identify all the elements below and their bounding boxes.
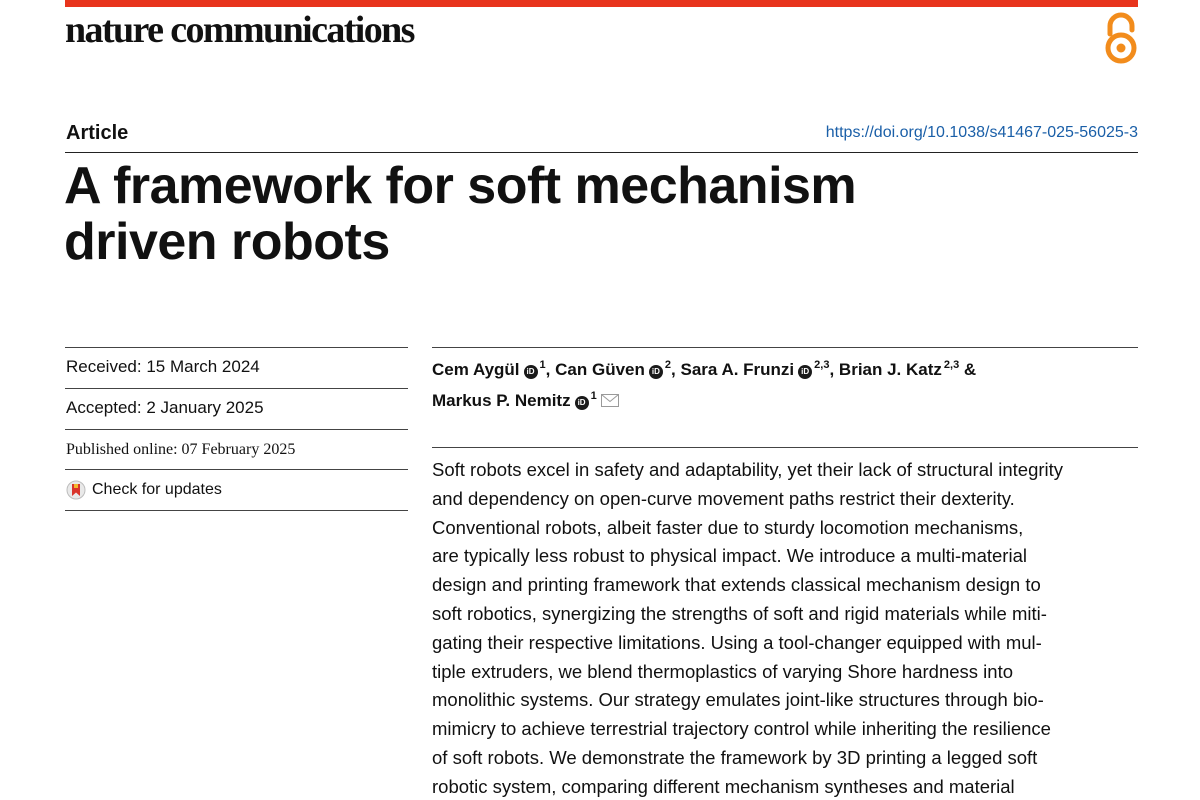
abstract-line: are typically less robust to physical impact. We introduce a multi-material <box>432 545 1027 567</box>
abstract-line: mimicry to achieve terrestrial trajectory control while inheriting the resilience <box>432 718 1051 740</box>
doi-link[interactable]: https://doi.org/10.1038/s41467-025-56025-3 <box>825 124 1138 141</box>
journal-accent-bar <box>65 0 1138 7</box>
abstract-line: Conventional robots, albeit faster due to sturdy locomotion mechanisms, <box>432 516 1024 538</box>
title-line-2: driven robots <box>64 213 390 271</box>
orcid-icon[interactable]: iD <box>524 365 538 379</box>
author-name: Can Güven <box>555 360 645 379</box>
author-affiliation: 2 <box>664 359 672 371</box>
author-separator: , <box>829 360 835 379</box>
abstract-line: monolithic systems. Our strategy emulates joint-like structures through bio- <box>432 689 1044 711</box>
orcid-icon[interactable]: iD <box>575 396 589 410</box>
orcid-icon[interactable]: iD <box>798 365 812 379</box>
received-date: Received: 15 March 2024 <box>66 357 260 376</box>
accepted-date: Accepted: 2 January 2025 <box>66 398 264 417</box>
check-for-updates-button[interactable] <box>66 480 222 500</box>
author[interactable] <box>432 391 597 410</box>
author-list <box>432 352 1138 414</box>
abstract-divider <box>432 447 1138 448</box>
header-divider <box>65 152 1138 153</box>
abstract-line: Soft robots excel in safety and adaptability, yet their lack of structural integrity <box>432 459 1064 480</box>
abstract-line: of soft robots. We demonstrate the framework by 3D printing a legged soft <box>432 746 1038 768</box>
crossmark-icon <box>66 480 86 500</box>
abstract-line: robotic system, comparing different mechanism syntheses and material <box>432 775 1015 797</box>
article-type-label: Article <box>66 122 129 144</box>
abstract <box>432 456 1142 800</box>
article-title <box>64 158 964 270</box>
journal-name[interactable]: nature communications <box>65 9 414 51</box>
author[interactable] <box>432 360 550 379</box>
author-affiliation: 2,3 <box>943 359 960 371</box>
author-affiliation: 2,3 <box>814 359 830 371</box>
open-access-icon <box>1100 12 1142 66</box>
authors-top-divider <box>432 347 1138 348</box>
abstract-line: and dependency on open-curve movement paths restrict their dexterity. <box>432 487 1015 509</box>
author-name: Markus P. Nemitz <box>432 391 571 410</box>
meta-divider <box>65 469 408 470</box>
meta-divider <box>65 510 408 511</box>
abstract-line: tiple extruders, we blend thermoplastics of varying Shore hardness into <box>432 660 1013 682</box>
meta-divider <box>65 388 408 389</box>
author-separator: , <box>671 360 676 379</box>
author-affiliation: 1 <box>590 390 597 402</box>
abstract-line: design and printing framework that extends classical mechanism design to <box>432 574 1041 596</box>
email-icon[interactable] <box>601 394 619 407</box>
author-affiliation: 1 <box>539 359 546 371</box>
abstract-line: gating their respective limitations. Using a tool-changer equipped with mul- <box>432 631 1042 653</box>
author[interactable] <box>680 360 834 379</box>
meta-divider <box>65 347 408 348</box>
author-name: Brian J. Katz <box>838 360 942 379</box>
author[interactable] <box>839 360 976 379</box>
published-date: Published online: 07 February 2025 <box>66 441 296 458</box>
orcid-icon[interactable]: iD <box>649 365 663 379</box>
author-name: Sara A. Frunzi <box>680 360 795 379</box>
title-line-1: A framework for soft mechanism <box>64 157 857 215</box>
author-separator: & <box>959 360 977 379</box>
check-for-updates-label: Check for updates <box>92 481 222 498</box>
author-separator: , <box>545 360 551 379</box>
abstract-line: soft robotics, synergizing the strengths of soft and rigid materials while miti- <box>432 602 1047 624</box>
meta-divider <box>65 429 408 430</box>
author[interactable] <box>555 360 676 379</box>
author-name: Cem Aygül <box>432 360 520 379</box>
